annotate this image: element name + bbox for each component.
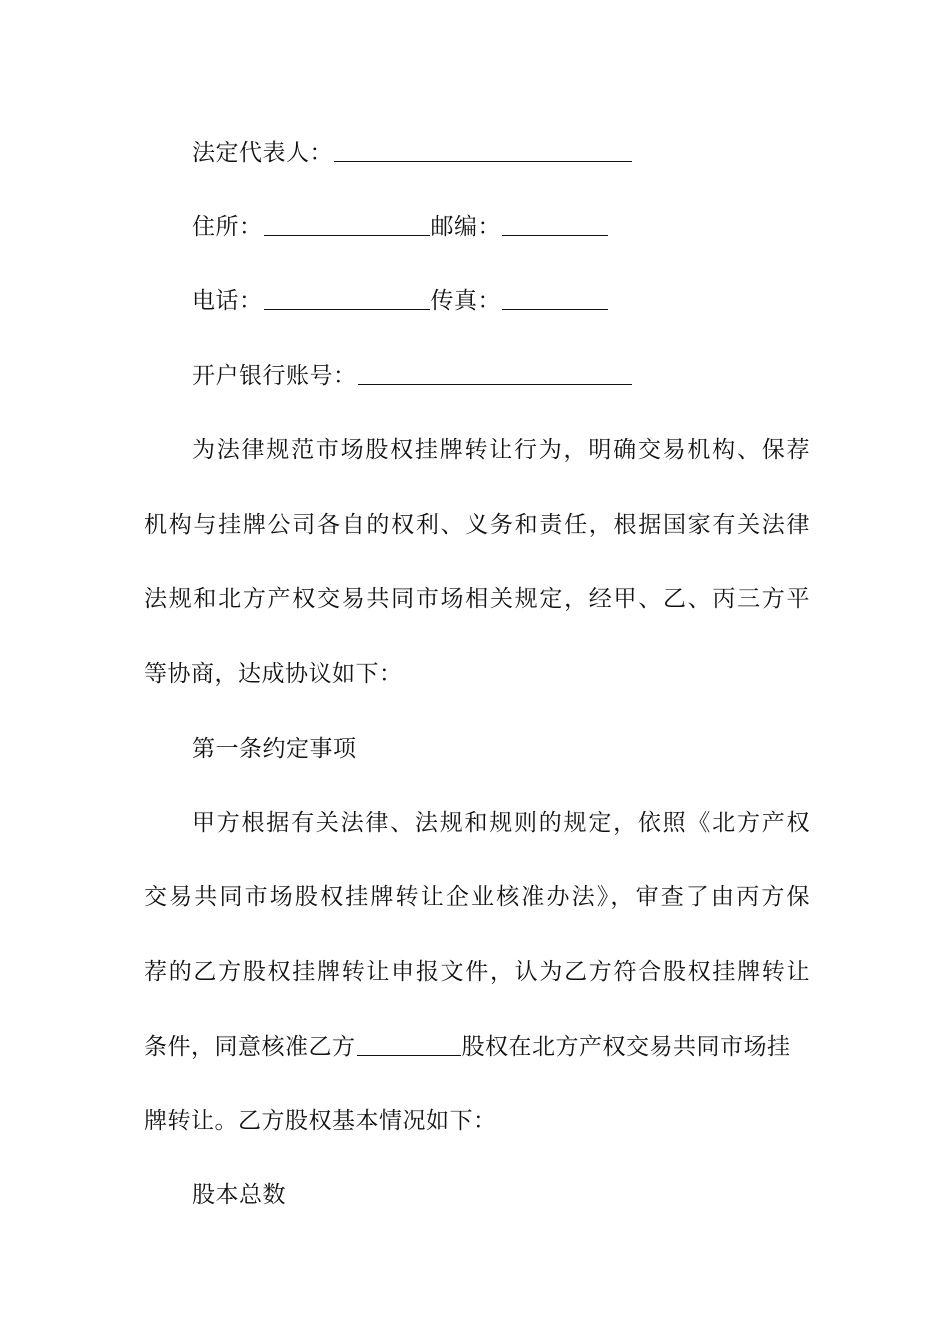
intro-paragraph-line-3: 法规和北方产权交易共同市场相关规定，经甲、乙、丙三方平 <box>144 586 810 612</box>
intro-paragraph-line-1: 为法律规范市场股权挂牌转让行为，明确交易机构、保荐 <box>192 437 810 463</box>
phone-label: 电话： <box>192 288 263 314</box>
postcode-label: 邮编： <box>430 214 501 240</box>
article-1-line-1: 甲方根据有关法律、法规和规则的规定，依照《北方产权 <box>192 810 810 836</box>
article-1-line-2: 交易共同市场股权挂牌转让企业核准办法》，审查了由丙方保 <box>144 884 810 910</box>
article-1-line-5: 牌转让。乙方股权基本情况如下： <box>144 1108 497 1134</box>
phone-fax-row <box>192 281 810 321</box>
article-1-line-4 <box>144 1027 810 1067</box>
bank-account-row <box>192 356 810 396</box>
legal-representative-blank[interactable] <box>334 137 632 162</box>
article-1-line-3: 荐的乙方股权挂牌转让申报文件，认为乙方符合股权挂牌转让 <box>144 959 810 985</box>
bank-account-blank[interactable] <box>358 360 632 385</box>
intro-paragraph-line-4: 等协商，达成协议如下： <box>144 661 403 687</box>
legal-representative-row <box>192 133 810 173</box>
approval-text-before: 条件，同意核准乙方 <box>144 1034 356 1060</box>
article-1-heading: 第一条约定事项 <box>192 736 357 762</box>
phone-blank[interactable] <box>264 285 430 310</box>
address-label: 住所： <box>192 214 263 240</box>
address-blank[interactable] <box>264 211 430 236</box>
legal-representative-label: 法定代表人： <box>192 140 333 166</box>
fax-blank[interactable] <box>502 285 608 310</box>
address-postcode-row <box>192 207 810 247</box>
fax-label: 传真： <box>430 288 501 314</box>
total-shares-label: 股本总数 <box>192 1182 286 1208</box>
postcode-blank[interactable] <box>502 211 608 236</box>
intro-paragraph-line-2: 机构与挂牌公司各自的权利、义务和责任，根据国家有关法律 <box>144 512 810 538</box>
equity-amount-blank[interactable] <box>357 1031 461 1056</box>
bank-account-label: 开户银行账号： <box>192 363 357 389</box>
approval-text-after: 股权在北方产权交易共同市场挂 <box>461 1034 791 1060</box>
